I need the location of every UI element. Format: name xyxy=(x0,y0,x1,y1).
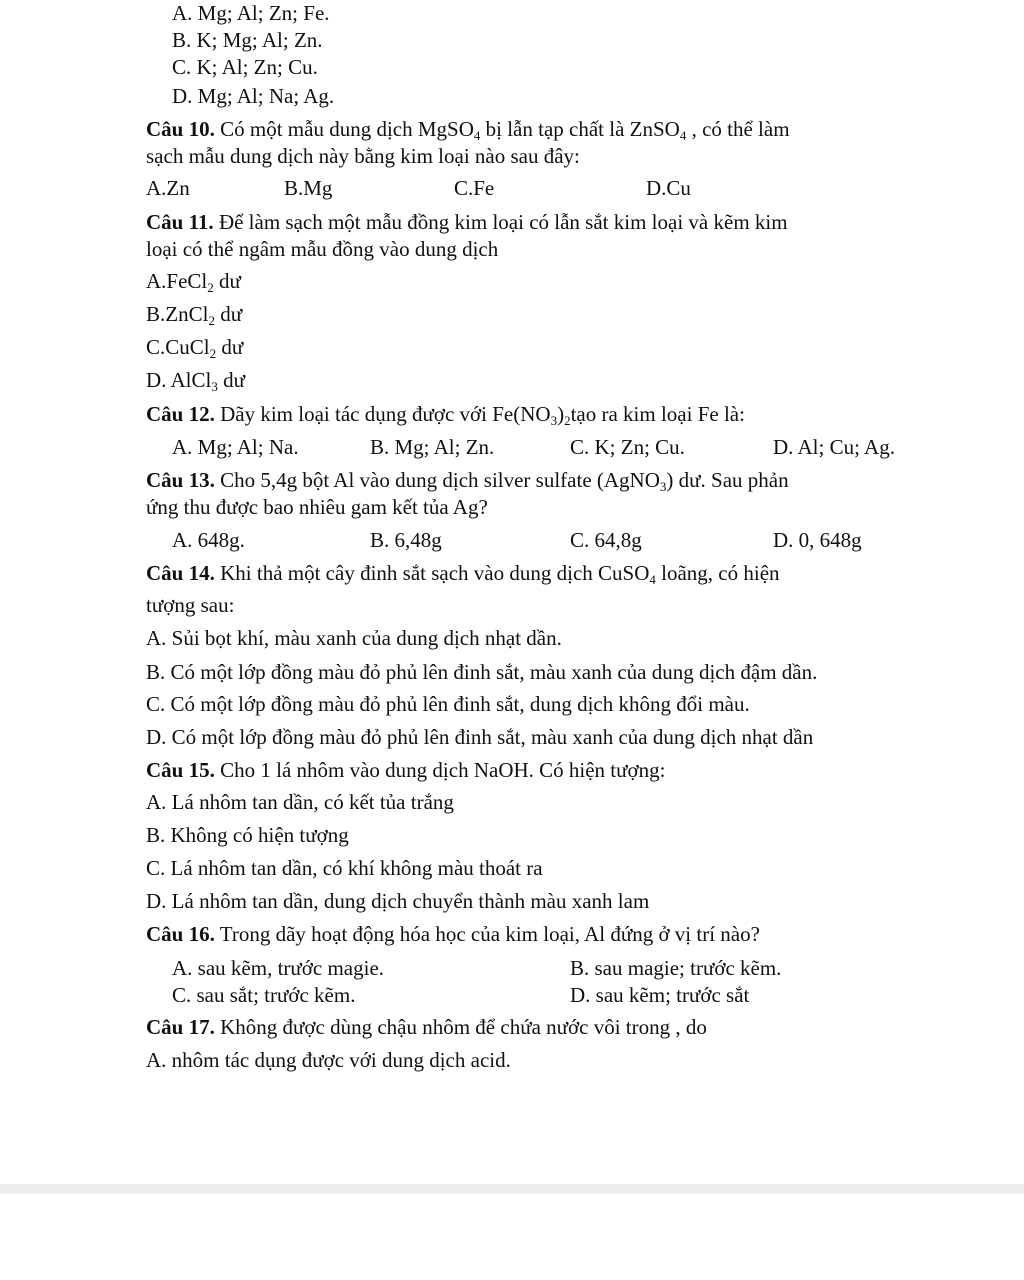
q15-option-c: C. Lá nhôm tan dần, có khí không màu thoát ra xyxy=(146,856,543,880)
q10-stem-line2: sạch mẫu dung dịch này bằng kim loại nào sau đây: xyxy=(146,144,580,168)
q15-stem-line1: Câu 15. Cho 1 lá nhôm vào dung dịch NaOH. Có hiện tượng: xyxy=(146,758,666,782)
q14-option-b: B. Có một lớp đồng màu đỏ phủ lên đinh sắt, màu xanh của dung dịch đậm dần. xyxy=(146,660,818,684)
q17-option-a: A. nhôm tác dụng được với dung dịch acid. xyxy=(146,1048,511,1072)
q10-option-b: B.Mg xyxy=(284,176,333,200)
page-separator xyxy=(0,1184,1024,1194)
q12-option-a: A. Mg; Al; Na. xyxy=(172,435,299,459)
q14-number: Câu 14. xyxy=(146,561,215,585)
q11-stem-line2: loại có thể ngâm mẫu đồng vào dung dịch xyxy=(146,237,499,261)
q10-option-c: C.Fe xyxy=(454,176,495,200)
q12-option-b: B. Mg; Al; Zn. xyxy=(370,435,495,459)
q13-number: Câu 13. xyxy=(146,468,215,492)
q11-option-d: D. AlCl$_3$ dư xyxy=(146,368,245,394)
q16-stem-line1: Câu 16. Trong dãy hoạt động hóa học của kim loại, Al đứng ở vị trí nào? xyxy=(146,922,760,946)
q12-option-d: D. Al; Cu; Ag. xyxy=(773,435,895,459)
q11-option-b: B.ZnCl$_2$ dư xyxy=(146,302,243,328)
q15-option-b: B. Không có hiện tượng xyxy=(146,823,349,847)
q14-option-d: D. Có một lớp đồng màu đỏ phủ lên đinh sắt, màu xanh của dung dịch nhạt dần xyxy=(146,725,814,749)
q13-option-d: D. 0, 648g xyxy=(773,528,862,552)
q9-option-a: A. Mg; Al; Zn; Fe. xyxy=(172,1,330,25)
q12-number: Câu 12. xyxy=(146,402,215,426)
q16-number: Câu 16. xyxy=(146,922,215,946)
q11-number: Câu 11. xyxy=(146,210,214,234)
q17-number: Câu 17. xyxy=(146,1015,215,1039)
q16-option-b: B. sau magie; trước kẽm. xyxy=(570,956,782,980)
q14-option-a: A. Sủi bọt khí, màu xanh của dung dịch nhạt dần. xyxy=(146,626,562,650)
q16-option-a: A. sau kẽm, trước magie. xyxy=(172,956,385,980)
q11-option-a: A.FeCl$_2$ dư xyxy=(146,269,241,295)
q15-option-a: A. Lá nhôm tan dần, có kết tủa trắng xyxy=(146,790,454,814)
q17-stem-line1: Câu 17. Không được dùng chậu nhôm để chứa nước vôi trong , do xyxy=(146,1015,707,1039)
blank-area xyxy=(0,1194,1024,1280)
q13-stem-line2: ứng thu được bao nhiêu gam kết tủa Ag? xyxy=(146,495,488,519)
q10-number: Câu 10. xyxy=(146,117,215,141)
q11-stem-line1: Câu 11. Để làm sạch một mẫu đồng kim loại có lẫn sắt kim loại và kẽm kim xyxy=(146,210,788,234)
q12-option-c: C. K; Zn; Cu. xyxy=(570,435,685,459)
q11-option-c: C.CuCl$_2$ dư xyxy=(146,335,244,361)
q13-stem-line1: Câu 13. Cho 5,4g bột Al vào dung dịch silver sulfate (AgNO$_3$) dư. Sau phản xyxy=(146,468,789,494)
q12-stem-line1: Câu 12. Dãy kim loại tác dụng được với $Fe(NO_3)_2tạo$ ra kim loại Fe là: xyxy=(146,402,745,428)
q14-stem-line1: Câu 14. Khi thả một cây đinh sắt sạch vào dung dịch CuSO$_4$ loãng, có hiện xyxy=(146,561,780,587)
q10-stem-line1: Câu 10. Có một mẫu dung dịch MgSO$_4$ bị lẫn tạp chất là ZnSO$_4$ , có thể làm xyxy=(146,117,790,143)
q9-option-b: B. K; Mg; Al; Zn. xyxy=(172,28,323,52)
q14-stem-line2: tượng sau: xyxy=(146,593,235,617)
q14-option-c: C. Có một lớp đồng màu đỏ phủ lên đinh sắt, dung dịch không đổi màu. xyxy=(146,692,750,716)
q9-option-c: C. K; Al; Zn; Cu. xyxy=(172,55,318,79)
q9-option-d: D. Mg; Al; Na; Ag. xyxy=(172,84,335,108)
q13-option-a: A. 648g. xyxy=(172,528,245,552)
q10-option-a: A.Zn xyxy=(146,176,190,200)
q10-option-d: D.Cu xyxy=(646,176,691,200)
q15-number: Câu 15. xyxy=(146,758,215,782)
q13-option-c: C. 64,8g xyxy=(570,528,642,552)
q15-option-d: D. Lá nhôm tan dần, dung dịch chuyển thành màu xanh lam xyxy=(146,889,650,913)
q16-option-d: D. sau kẽm; trước sắt xyxy=(570,983,750,1007)
q16-option-c: C. sau sắt; trước kẽm. xyxy=(172,983,356,1007)
q13-option-b: B. 6,48g xyxy=(370,528,442,552)
